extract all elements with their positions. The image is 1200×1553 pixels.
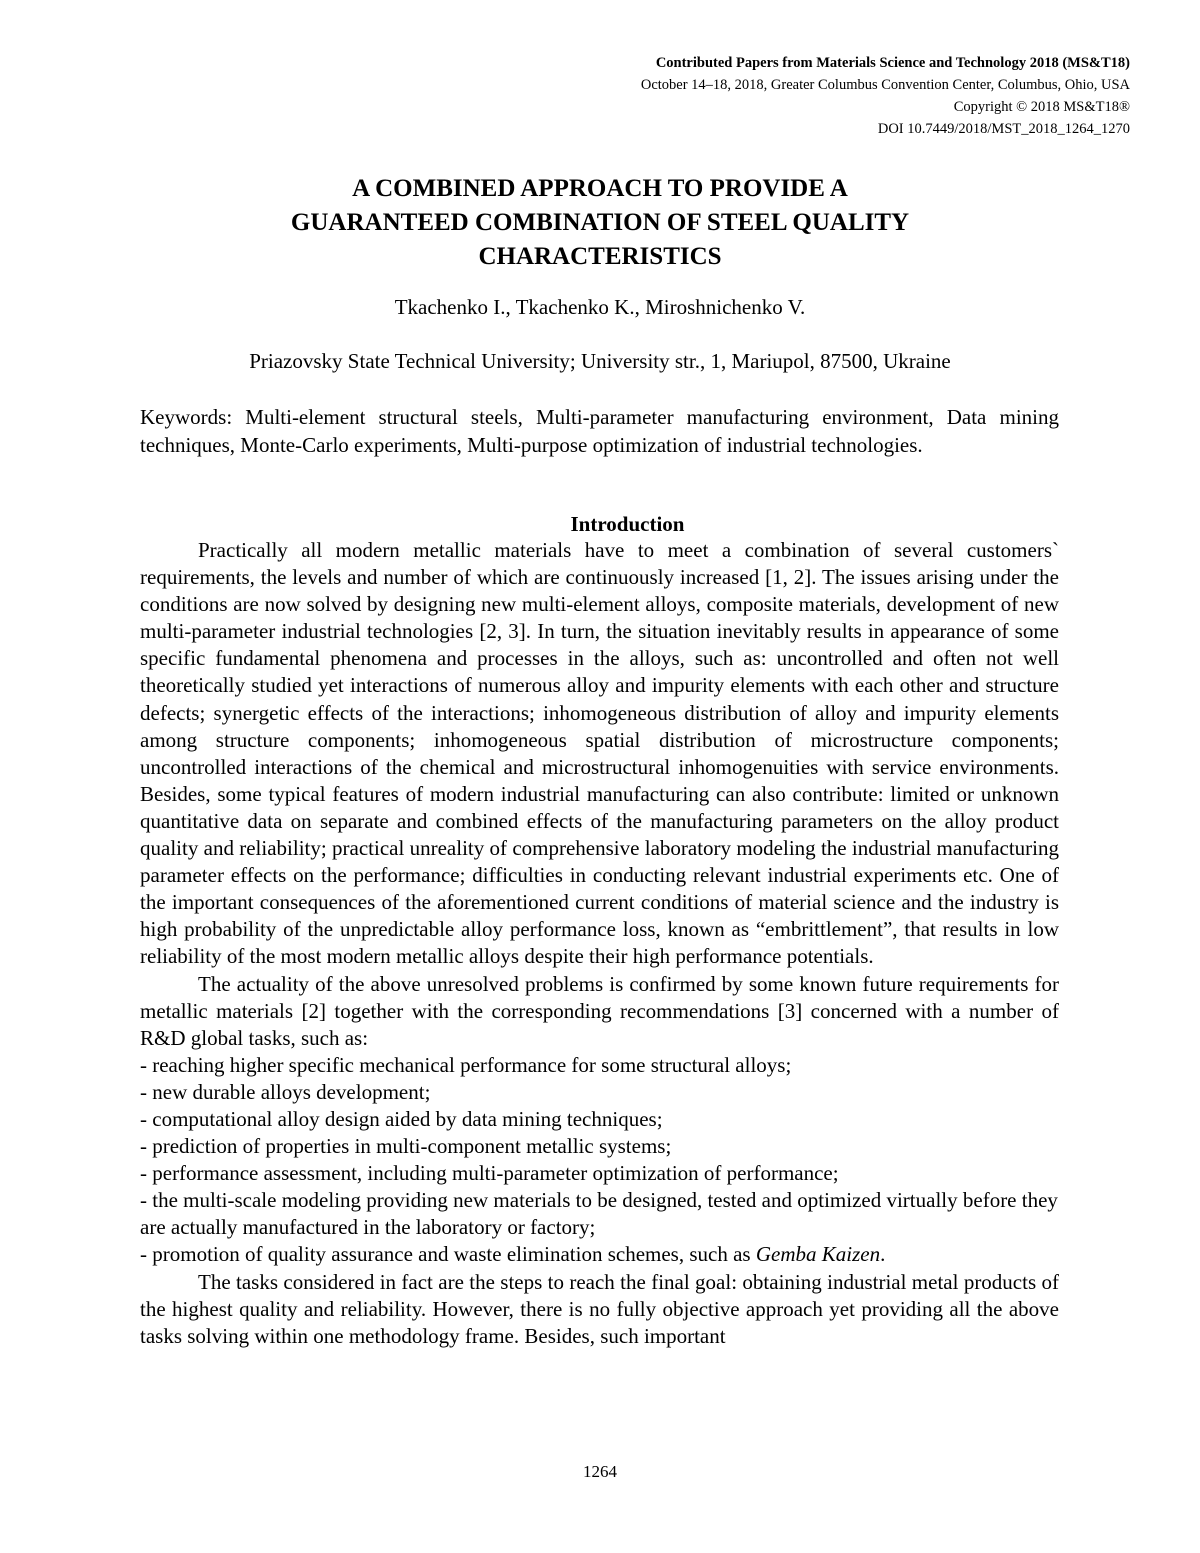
author-list: Tkachenko I., Tkachenko K., Miroshnichenko V. <box>394 295 806 319</box>
list-item-text: - promotion of quality assurance and waste elimination schemes, such as <box>140 1242 756 1267</box>
list-item: - computational alloy design aided by data mining techniques; <box>140 1106 663 1131</box>
title-line-1: A COMBINED APPROACH TO PROVIDE A <box>352 175 848 202</box>
paper-title <box>140 172 1060 274</box>
emphasis-gemba-kaizen: Gemba Kaizen <box>755 1242 881 1267</box>
list-item <box>140 1241 1059 1268</box>
paragraph-2: The actuality of the above unresolved problems is confirmed by some known future requirements for metallic materials [2] together with the corresponding recommendations [3] concerned with a number of R&D global tasks, such as: <box>140 971 1059 1050</box>
conference-name: Contributed Papers from Materials Science and Technology 2018 (MS&T18) <box>655 55 1130 71</box>
title-line-2: GUARANTEED COMBINATION OF STEEL QUALITY <box>290 209 910 236</box>
list-item: - the multi-scale modeling providing new materials to be designed, tested and optimized virtually before they are actually manufactured in the laboratory or factory; <box>140 1188 1058 1240</box>
list-item-punctuation: . <box>880 1242 886 1267</box>
paper-header <box>641 52 1130 140</box>
introduction-body <box>140 537 1059 1350</box>
list-item: - reaching higher specific mechanical performance for some structural alloys; <box>140 1052 792 1077</box>
list-item: - new durable alloys development; <box>140 1079 431 1104</box>
page-number: 1264 <box>583 1462 617 1481</box>
list-item: - prediction of properties in multi-component metallic systems; <box>140 1134 672 1159</box>
keywords: Keywords: Multi-element structural steels, Multi-parameter manufacturing environment, Data mining techniques, Monte-Carlo experiments, Multi-purpose optimization of industrial technologies. <box>140 405 1059 457</box>
paragraph-1: Practically all modern metallic materials have to meet a combination of several customers` requirements, the levels and number of which are continuously increased [1, 2]. The issues arising under the conditions are now solved by designing new multi-element alloys, composite materials, development of new multi-parameter industrial technologies [2, 3]. In turn, the situation inevitably results in appearance of some specific fundamental phenomena and processes in the alloys, such as: uncontrolled and often not well theoretically studied yet interactions of numerous alloy and impurity elements with each other and structure defects; synergetic effects of the interactions; inhomogeneous distribution of alloy and impurity elements among structure components; inhomogeneous spatial distribution of microstructure components; uncontrolled interactions of the chemical and microstructural inhomogenuities with service environments. Besides, some typical features of modern industrial manufacturing can also contribute: limited or unknown quantitative data on separate and combined effects of the manufacturing parameters on the alloy product quality and reliability; practical unreality of comprehensive laboratory modeling the industrial manufacturing parameter effects on the performance; difficulties in conducting relevant industrial experiments etc. One of the important consequences of the aforementioned current conditions of material science and the industry is high probability of the unpredictable alloy performance loss, known as “embrittlement”, that results in low reliability of the most modern metallic alloys despite their high performance potentials. <box>140 538 1059 969</box>
conference-dates-location: October 14–18, 2018, Greater Columbus Convention Center, Columbus, Ohio, USA <box>640 77 1130 93</box>
copyright-notice: Copyright © 2018 MS&T18® <box>953 99 1130 115</box>
title-line-3: CHARACTERISTICS <box>478 243 722 270</box>
section-heading-introduction: Introduction <box>570 512 685 536</box>
list-item: - performance assessment, including multi-parameter optimization of performance; <box>140 1161 839 1186</box>
author-affiliation: Priazovsky State Technical University; University str., 1, Mariupol, 87500, Ukraine <box>249 349 951 373</box>
doi: DOI 10.7449/2018/MST_2018_1264_1270 <box>877 121 1130 137</box>
paragraph-3: The tasks considered in fact are the steps to reach the final goal: obtaining industrial metal products of the highest quality and reliability. However, there is no fully objective approach yet providing all the above tasks solving within one methodology frame. Besides, such important <box>140 1269 1059 1348</box>
